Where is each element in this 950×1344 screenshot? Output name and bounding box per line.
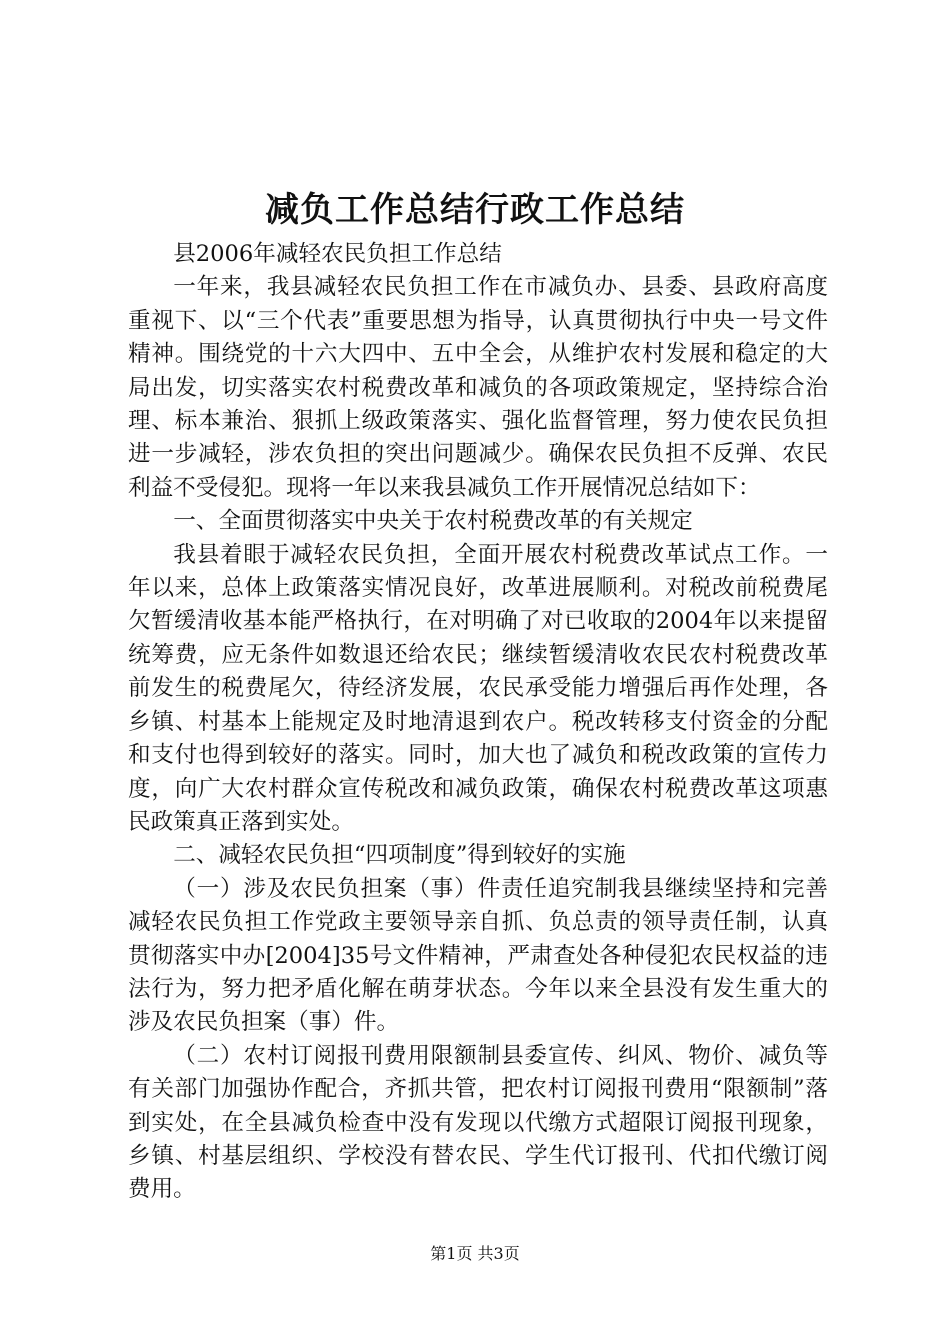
section-heading: 二、减轻农民负担“四项制度”得到较好的实施 — [173, 842, 626, 869]
document-title: 减负工作总结行政工作总结 — [265, 190, 685, 230]
section-heading: 一、全面贯彻落实中央关于农村税费改革的有关规定 — [173, 508, 693, 535]
document-body — [128, 238, 828, 1207]
page-number-footer: 第1页 共3页 — [430, 1244, 520, 1263]
body-paragraph: （一）涉及农民负担案（事）件责任追究制我县继续坚持和完善减轻农民负担工作党政主要领导亲自抓、负总责的领导责任制，认真贯彻落实中办[2004]35号文件精神，严肃查处各种侵犯农民权益的违法行为，努力把矛盾化解在萌芽状态。今年以来全县没有发生重大的涉及农民负担案（事）件。 — [128, 875, 828, 1036]
body-paragraph: 我县着眼于减轻农民负担，全面开展农村税费改革试点工作。一年以来，总体上政策落实情况良好，改革进展顺利。对税改前税费尾欠暂缓清收基本能严格执行，在对明确了对已收取的2004年以来提留统筹费，应无条件如数退还给农民；继续暂缓清收农民农村税费改革前发生的税费尾欠，待经济发展，农民承受能力增强后再作处理，各乡镇、村基本上能规定及时地清退到农户。税改转移支付资金的分配和支付也得到较好的落实。同时，加大也了减负和税改政策的宣传力度，向广大农村群众宣传税改和减负政策，确保农村税费改革这项惠民政策真正落到实处。 — [128, 541, 828, 835]
body-paragraph: （二）农村订阅报刊费用限额制县委宣传、纠风、物价、减负等有关部门加强协作配合，齐抓共管，把农村订阅报刊费用“限额制”落到实处，在全县减负检查中没有发现以代缴方式超限订阅报刊现象，乡镇、村基层组织、学校没有替农民、学生代订报刊、代扣代缴订阅费用。 — [128, 1042, 828, 1203]
body-paragraph: 一年来，我县减轻农民负担工作在市减负办、县委、县政府高度重视下、以“三个代表”重要思想为指导，认真贯彻执行中央一号文件精神。围绕党的十六大四中、五中全会，从维护农村发展和稳定的大局出发，切实落实农村税费改革和减负的各项政策规定，坚持综合治理、标本兼治、狠抓上级政策落实、强化监督管理，努力使农民负担进一步减轻，涉农负担的突出问题减少。确保农民负担不反弹、农民利益不受侵犯。现将一年以来我县减负工作开展情况总结如下： — [128, 274, 828, 501]
subtitle-paragraph: 县2006年减轻农民负担工作总结 — [173, 241, 502, 267]
